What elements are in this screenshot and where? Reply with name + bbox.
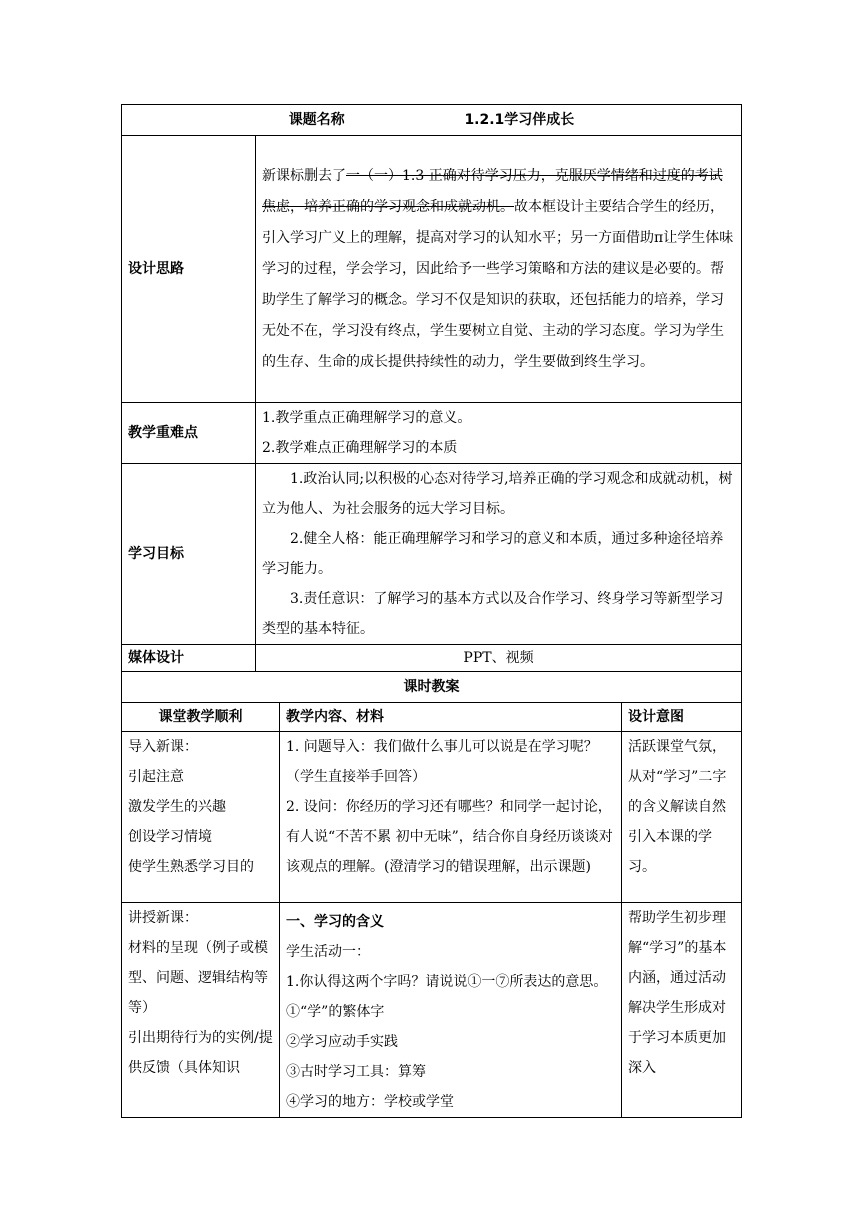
content-paragraph: 2. 设问：你经历的学习还有哪些？和同学一起讨论，有人说“不苦不累 初中无味”，结合你自身经历谈谈对该观点的理解。(澄清学习的错误理解，出示课题) xyxy=(286,799,613,875)
design-idea-rest: 故本框设计主要结合学生的经历，引入学习广义上的理解，提高对学习的认知水平；另一方面借助π让学生体味学习的过程，学会学习，因此给予一些学习策略和方法的建议是必要的。帮助学生了解学习的概念。学习不仅是知识的获取，还包括能力的培养，学习无处不在，学习没有终点，学生要树立自觉、主动的学习态度。学习为学生的生存、生命的成长提供持续性的动力，学生要做到终生学习。 xyxy=(262,198,734,370)
order-line: 讲授新课： xyxy=(128,910,198,926)
design-idea-text xyxy=(256,136,742,403)
media-value: PPT、视频 xyxy=(256,645,742,672)
key-points-cell xyxy=(256,403,742,464)
media-row xyxy=(122,645,742,672)
content-heading: 一、学习的含义 xyxy=(286,914,384,930)
header-cell xyxy=(122,105,742,136)
lesson-title: 1.2.1学习伴成长 xyxy=(464,112,575,128)
media-label: 媒体设计 xyxy=(122,645,256,672)
content-line: 1.你认得这两个字吗？请说说①一⑦所表达的意思。 xyxy=(286,974,608,990)
order-line: 激发学生的兴趣 xyxy=(128,799,226,815)
order-line: 引出期待行为的实例/提供反馈（具体知识 xyxy=(128,1030,273,1076)
content-line: ③古时学习工具：算筹 xyxy=(286,1064,426,1080)
content-line: ②学习应动手实践 xyxy=(286,1034,398,1050)
order-line: 创设学习情境 xyxy=(128,829,212,845)
order-line: 导入新课： xyxy=(128,739,198,755)
col-header-intent: 设计意图 xyxy=(622,703,742,732)
objectives-cell xyxy=(256,464,742,645)
design-idea-prefix: 新课标删去了 xyxy=(262,167,346,184)
header-row xyxy=(122,105,742,136)
content-cell xyxy=(280,903,622,1118)
content-line: 学生活动一： xyxy=(286,944,370,960)
objectives-label: 学习目标 xyxy=(122,464,256,645)
lesson-table xyxy=(121,104,742,1118)
table-row xyxy=(122,903,742,1118)
design-idea-label: 设计思路 xyxy=(122,136,256,403)
order-line: 引起注意 xyxy=(128,769,184,785)
objective-2: 2.健全人格：能正确理解学习和学习的意义和本质，通过多种途径培养学习能力。 xyxy=(262,531,724,577)
order-cell xyxy=(122,732,280,903)
key-point-2: 2.教学难点正确理解学习的本质 xyxy=(262,440,458,456)
order-line: 材料的呈现（例子或模型、问题、逻辑结构等等） xyxy=(128,940,268,1016)
col-header-content: 教学内容、材料 xyxy=(280,703,622,732)
objective-1: 1.政治认同;以积极的心态对待学习,培养正确的学习观念和成就动机，树立为他人、为社会服务的远大学习目标。 xyxy=(262,471,733,517)
key-point-1: 1.教学重点正确理解学习的意义。 xyxy=(262,410,472,426)
objectives-row xyxy=(122,464,742,645)
intent-cell: 活跃课堂气氛，从对“学习”二字的含义解读自然引入本课的学习。 xyxy=(622,732,742,903)
content-line: ①“学”的繁体字 xyxy=(286,1004,385,1020)
design-idea-row xyxy=(122,136,742,403)
design-idea-struck: 一（一）1.3 正确对待学习压力，克服厌学情绪和过度的考试焦虑，培养正确的学习观念和成就动机。 xyxy=(262,167,723,215)
header-label: 课题名称 xyxy=(288,112,345,128)
content-cell xyxy=(280,732,622,903)
key-points-row xyxy=(122,403,742,464)
col-header-order: 课堂教学顺利 xyxy=(122,703,280,732)
key-points-label: 教学重难点 xyxy=(122,403,256,464)
content-line: ④学习的地方：学校或学堂 xyxy=(286,1094,454,1110)
lesson-plan-title: 课时教案 xyxy=(122,672,742,703)
lesson-plan-header-row xyxy=(122,703,742,732)
objective-3: 3.责任意识：了解学习的基本方式以及合作学习、终身学习等新型学习类型的基本特征。 xyxy=(262,591,724,637)
intent-cell: 帮助学生初步理解“学习”的基本内涵，通过活动解决学生形成对于学习本质更加深入 xyxy=(622,903,742,1118)
lesson-plan-title-row xyxy=(122,672,742,703)
order-cell xyxy=(122,903,280,1118)
table-row xyxy=(122,732,742,903)
order-line: 使学生熟悉学习目的 xyxy=(128,859,254,875)
content-paragraph: 1. 问题导入：我们做什么事儿可以说是在学习呢？（学生直接举手回答） xyxy=(286,739,598,785)
